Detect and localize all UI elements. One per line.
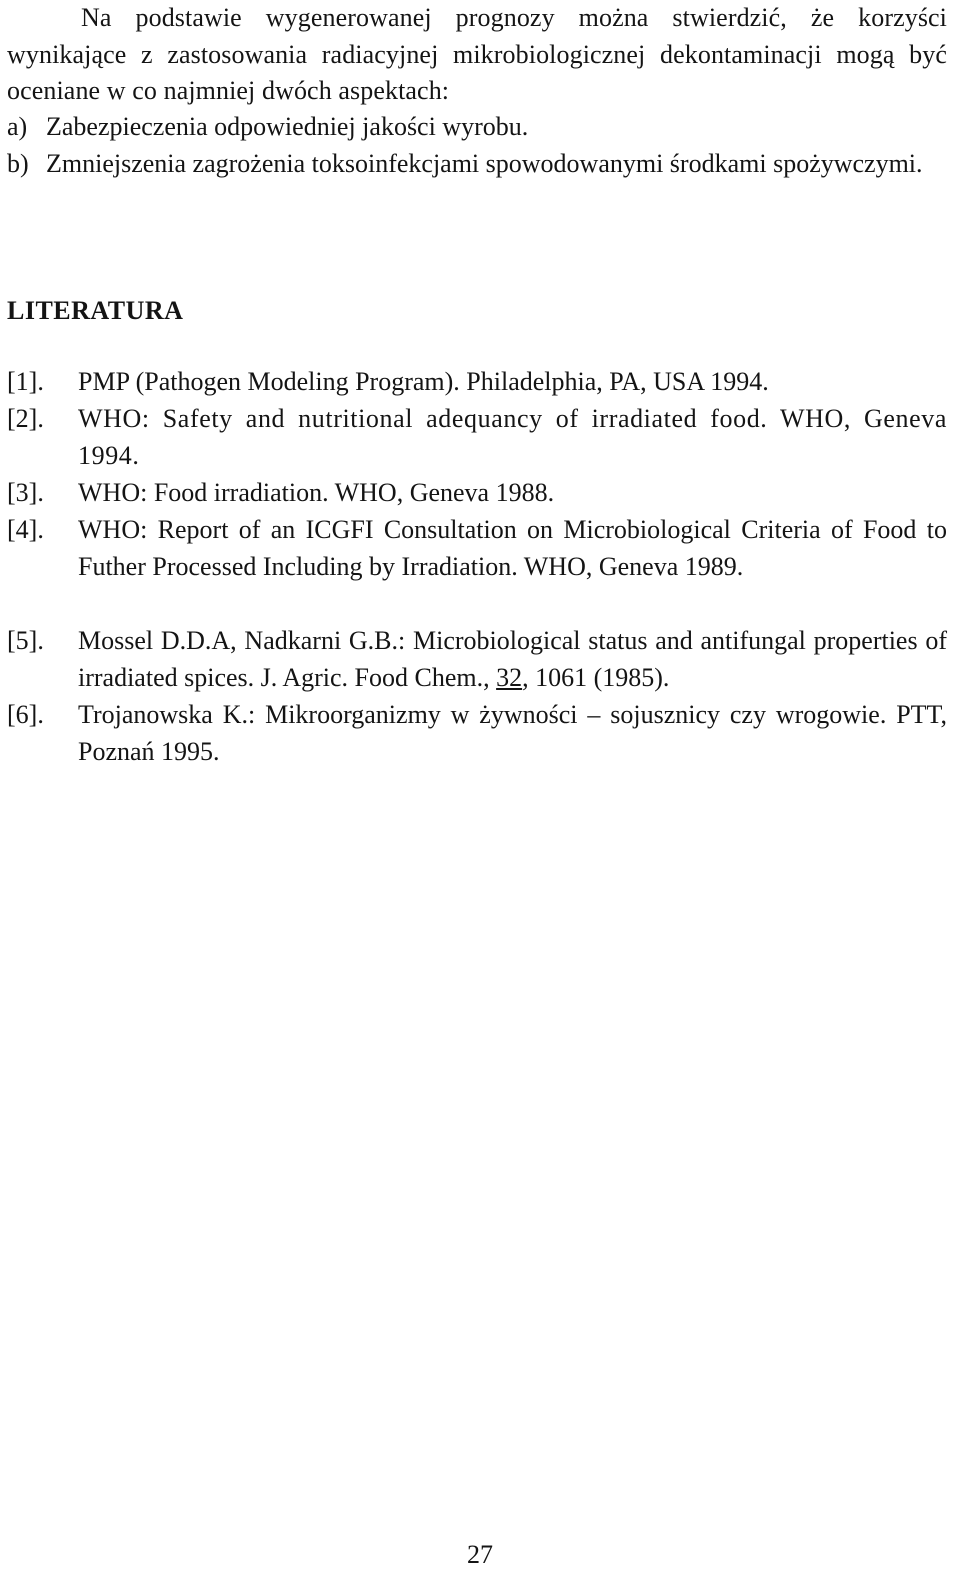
reference-item (7, 364, 947, 401)
reference-item (7, 697, 947, 770)
aspect-label: a) (7, 112, 28, 141)
reference-number: [5]. (7, 626, 44, 655)
reference-number: [2]. (7, 404, 44, 433)
reference-item (7, 475, 947, 512)
literature-heading: LITERATURA (7, 296, 184, 325)
aspect-item-a (7, 109, 947, 146)
intro-paragraph: Na podstawie wygenerowanej prognozy można stwierdzić, że korzyści wynikające z zastosowania radiacyjnej mikrobiologicznej dekontaminacji mogą być oceniane w co najmniej dwóch aspektach: (7, 3, 947, 105)
reference-number: [4]. (7, 515, 44, 544)
reference-item (7, 512, 947, 585)
reference-text: Trojanowska K.: Mikroorganizmy w żywności – sojusznicy czy wrogowie. PTT, Poznań 1995. (78, 700, 947, 766)
reference-text: PMP (Pathogen Modeling Program). Philadelphia, PA, USA 1994. (78, 367, 769, 396)
aspect-label: b) (7, 149, 29, 178)
reference-text-part: , 1061 (1985). (522, 662, 670, 692)
reference-number: [6]. (7, 700, 44, 729)
reference-text-part: Mossel D.D.A, Nadkarni G.B.: Microbiological status and antifungal properties of irradiated spices. J. Agric. Food Chem., (78, 626, 947, 692)
reference-number: [3]. (7, 478, 44, 507)
reference-item (7, 623, 947, 696)
reference-text (78, 623, 947, 696)
reference-text: WHO: Report of an ICGFI Consultation on Microbiological Criteria of Food to Futher Processed Including by Irradiation. WHO, Geneva 1989. (78, 515, 947, 581)
reference-text: WHO: Safety and nutritional adequancy of irradiated food. WHO, Geneva 1994. (78, 404, 947, 470)
aspect-item-b (7, 146, 947, 183)
page-number: 27 (467, 1540, 493, 1569)
reference-number: [1]. (7, 367, 44, 396)
reference-volume: 32 (496, 662, 523, 692)
aspect-text: Zmniejszenia zagrożenia toksoinfekcjami spowodowanymi środkami spożywczymi. (46, 149, 923, 178)
reference-text: WHO: Food irradiation. WHO, Geneva 1988. (78, 478, 555, 507)
aspect-text: Zabezpieczenia odpowiedniej jakości wyrobu. (46, 112, 529, 141)
reference-item (7, 401, 947, 474)
